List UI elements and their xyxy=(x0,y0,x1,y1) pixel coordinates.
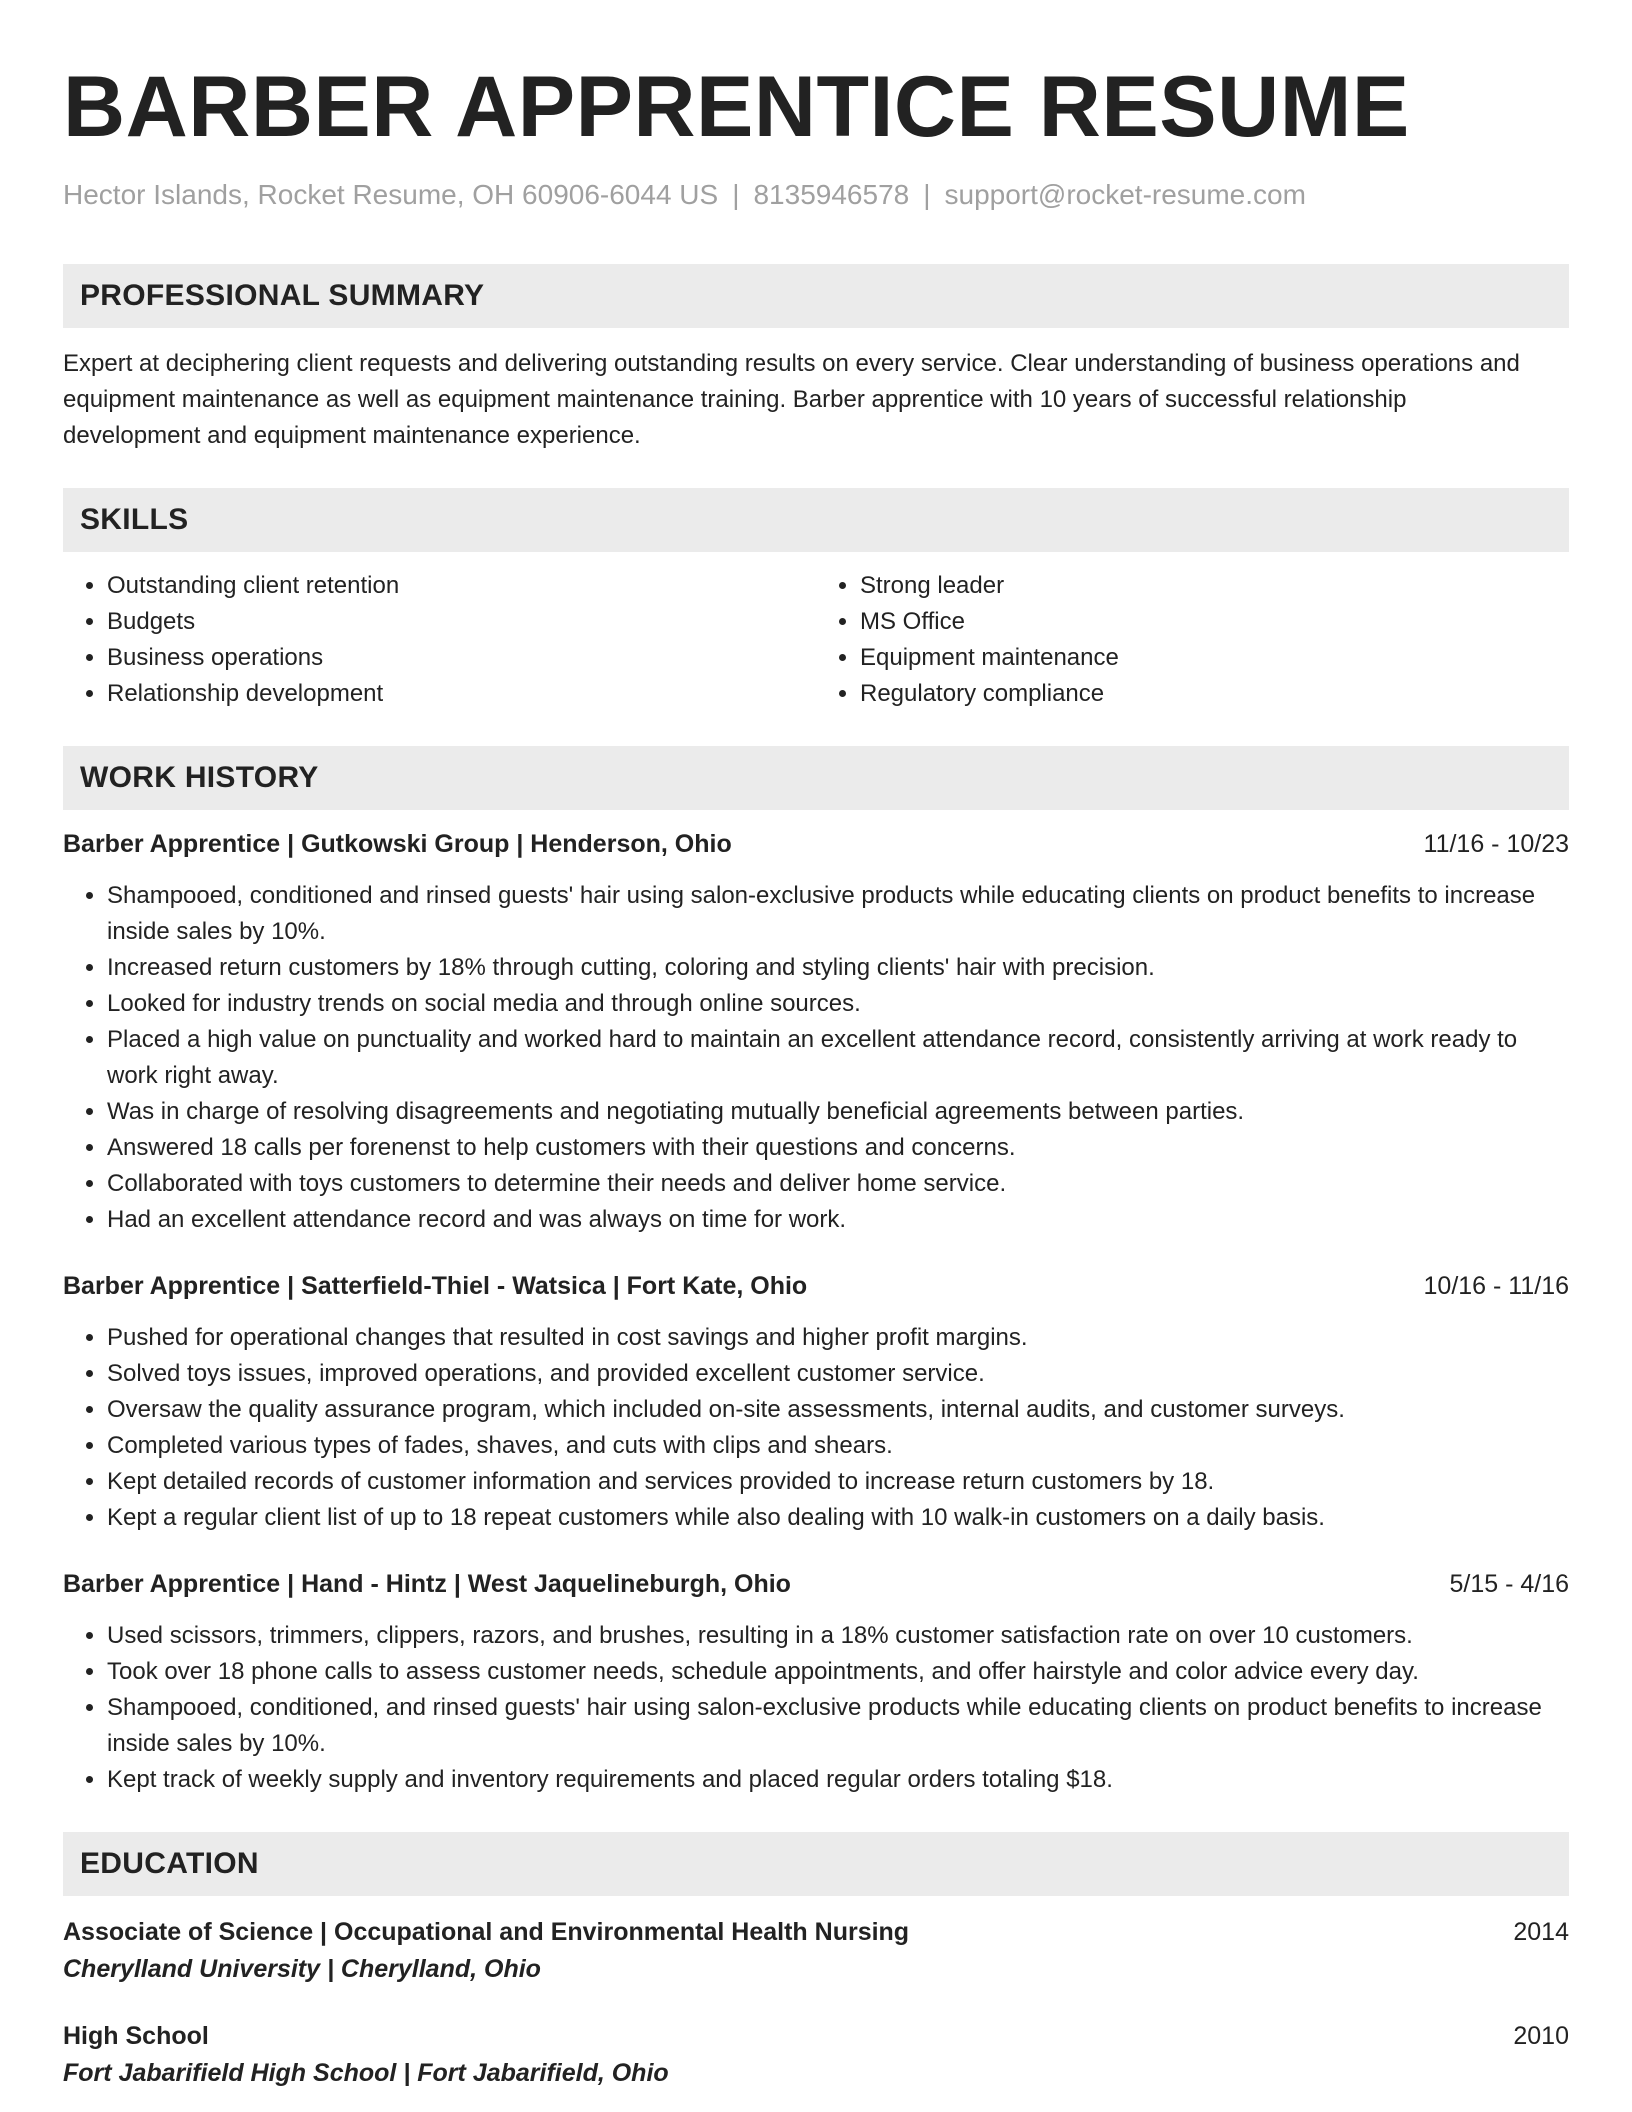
skills-column-right xyxy=(816,568,1569,712)
section-heading-skills: SKILLS xyxy=(63,488,1569,552)
job-title: Barber Apprentice | Satterfield-Thiel - Watsica | Fort Kate, Ohio xyxy=(63,1271,808,1300)
job-entry xyxy=(63,826,1569,1238)
education-degree: High School xyxy=(63,2021,209,2050)
contact-separator: | xyxy=(923,179,931,210)
education-degree: Associate of Science | Occupational and Environmental Health Nursing xyxy=(63,1917,910,1946)
job-bullet: • Looked for industry trends on social media and through online sources. xyxy=(107,986,1569,1022)
skill-item: • MS Office xyxy=(860,604,1569,640)
job-bullet: • Had an excellent attendance record and was always on time for work. xyxy=(107,1202,1569,1238)
skill-item: • Budgets xyxy=(107,604,816,640)
education-entry xyxy=(63,2018,1569,2092)
job-bullets xyxy=(63,1320,1569,1536)
section-heading-summary: PROFESSIONAL SUMMARY xyxy=(63,264,1569,328)
job-bullet: • Oversaw the quality assurance program, which included on-site assessments, internal audits, and customer surveys. xyxy=(107,1392,1569,1428)
skill-item: • Regulatory compliance xyxy=(860,676,1569,712)
job-dates: 10/16 - 11/16 xyxy=(1423,1271,1569,1300)
skills-list xyxy=(63,568,1569,712)
job-bullet: • Kept detailed records of customer information and services provided to increase return customers by 18. xyxy=(107,1464,1569,1500)
contact-phone: 8135946578 xyxy=(753,179,910,210)
contact-email: support@rocket-resume.com xyxy=(944,179,1306,210)
skill-item: • Outstanding client retention xyxy=(107,568,816,604)
education-year: 2014 xyxy=(1513,1917,1569,1946)
education-row xyxy=(63,2018,1569,2054)
job-bullet: • Took over 18 phone calls to assess customer needs, schedule appointments, and offer hairstyle and color advice every day. xyxy=(107,1654,1569,1690)
job-bullet: • Placed a high value on punctuality and worked hard to maintain an excellent attendance record, consistently arriving at work ready to work right away. xyxy=(107,1022,1569,1094)
education-school: Cherylland University | Cherylland, Ohio xyxy=(63,1954,541,1983)
job-entry xyxy=(63,1268,1569,1536)
contact-address: Hector Islands, Rocket Resume, OH 60906-6044 US xyxy=(63,179,719,210)
job-entry xyxy=(63,1566,1569,1798)
skill-item: • Relationship development xyxy=(107,676,816,712)
job-bullet: • Was in charge of resolving disagreements and negotiating mutually beneficial agreements between parties. xyxy=(107,1094,1569,1130)
job-bullet: • Solved toys issues, improved operations, and provided excellent customer service. xyxy=(107,1356,1569,1392)
contact-line xyxy=(63,178,1569,212)
job-header xyxy=(63,1268,1569,1304)
job-header xyxy=(63,826,1569,862)
education-school: Fort Jabarifield High School | Fort Jabarifield, Ohio xyxy=(63,2058,669,2087)
skill-item: • Business operations xyxy=(107,640,816,676)
job-dates: 5/15 - 4/16 xyxy=(1449,1569,1569,1598)
education-year: 2010 xyxy=(1513,2021,1569,2050)
job-title: Barber Apprentice | Hand - Hintz | West Jaquelineburgh, Ohio xyxy=(63,1569,791,1598)
job-bullet: • Pushed for operational changes that resulted in cost savings and higher profit margins. xyxy=(107,1320,1569,1356)
job-bullet: • Collaborated with toys customers to determine their needs and deliver home service. xyxy=(107,1166,1569,1202)
job-header xyxy=(63,1566,1569,1602)
resume-title: BARBER APPRENTICE RESUME xyxy=(63,59,1410,155)
job-bullet: • Used scissors, trimmers, clippers, razors, and brushes, resulting in a 18% customer satisfaction rate on over 10 customers. xyxy=(107,1618,1569,1654)
job-bullets xyxy=(63,878,1569,1238)
education-row xyxy=(63,1914,1569,1950)
summary-text: Expert at deciphering client requests and delivering outstanding results on every service. Clear understanding of business operations and equipment maintenance as well as equipment maintenance training. Barber apprentice with 10 years of successful relationship development and equipment maintenance experience. xyxy=(63,349,1520,449)
job-dates: 11/16 - 10/23 xyxy=(1423,829,1569,858)
section-heading-work-history: WORK HISTORY xyxy=(63,746,1569,810)
job-bullet: • Increased return customers by 18% through cutting, coloring and styling clients' hair with precision. xyxy=(107,950,1569,986)
education-entry xyxy=(63,1914,1569,1988)
job-bullet: • Answered 18 calls per forenenst to help customers with their questions and concerns. xyxy=(107,1130,1569,1166)
job-bullet: • Kept a regular client list of up to 18 repeat customers while also dealing with 10 walk-in customers on a daily basis. xyxy=(107,1500,1569,1536)
job-bullet: • Kept track of weekly supply and inventory requirements and placed regular orders totaling $18. xyxy=(107,1762,1569,1798)
job-bullet: • Shampooed, conditioned and rinsed guests' hair using salon-exclusive products while educating clients on product benefits to increase inside sales by 10%. xyxy=(107,878,1569,950)
section-heading-education: EDUCATION xyxy=(63,1832,1569,1896)
job-bullet: • Shampooed, conditioned, and rinsed guests' hair using salon-exclusive products while educating clients on product benefits to increase inside sales by 10%. xyxy=(107,1690,1569,1762)
contact-separator: | xyxy=(732,179,740,210)
skill-item: • Strong leader xyxy=(860,568,1569,604)
job-bullet: • Completed various types of fades, shaves, and cuts with clips and shears. xyxy=(107,1428,1569,1464)
job-bullets xyxy=(63,1618,1569,1798)
job-title: Barber Apprentice | Gutkowski Group | Henderson, Ohio xyxy=(63,829,732,858)
skill-item: • Equipment maintenance xyxy=(860,640,1569,676)
skills-column-left xyxy=(63,568,816,712)
